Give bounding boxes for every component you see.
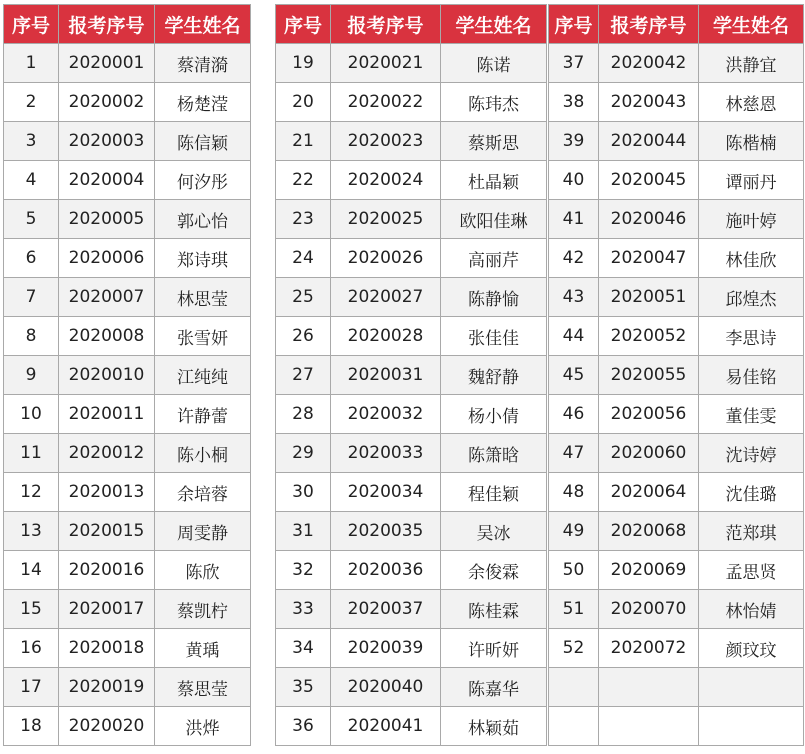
exam-no-cell: 2020015	[59, 512, 155, 551]
column-gap	[251, 473, 276, 512]
name-cell: 蔡清漪	[155, 44, 251, 83]
exam-no-cell: 2020031	[331, 356, 441, 395]
header-exam-no: 报考序号	[599, 5, 699, 44]
exam-no-cell: 2020007	[59, 278, 155, 317]
name-cell: 林佳欣	[699, 239, 804, 278]
name-cell: 杨楚滢	[155, 83, 251, 122]
seq-cell: 39	[549, 122, 599, 161]
exam-no-cell: 2020036	[331, 551, 441, 590]
seq-cell: 34	[276, 629, 331, 668]
seq-cell: 14	[4, 551, 59, 590]
exam-no-cell: 2020023	[331, 122, 441, 161]
seq-cell: 12	[4, 473, 59, 512]
name-cell: 蔡思莹	[155, 668, 251, 707]
header-seq: 序号	[549, 5, 599, 44]
header-exam-no: 报考序号	[59, 5, 155, 44]
exam-no-cell: 2020008	[59, 317, 155, 356]
exam-no-cell: 2020013	[59, 473, 155, 512]
column-gap	[251, 200, 276, 239]
exam-no-cell: 2020017	[59, 590, 155, 629]
seq-cell: 49	[549, 512, 599, 551]
table-row	[4, 551, 804, 590]
name-cell: 孟思贤	[699, 551, 804, 590]
column-gap	[251, 356, 276, 395]
seq-cell: 19	[276, 44, 331, 83]
student-roster-table	[3, 4, 804, 746]
table-row	[4, 356, 804, 395]
name-cell: 陈欣	[155, 551, 251, 590]
seq-cell: 18	[4, 707, 59, 746]
seq-cell: 37	[549, 44, 599, 83]
name-cell: 吴冰	[441, 512, 547, 551]
column-gap	[251, 707, 276, 746]
seq-cell: 45	[549, 356, 599, 395]
name-cell	[699, 707, 804, 746]
name-cell: 欧阳佳琳	[441, 200, 547, 239]
name-cell: 杜晶颖	[441, 161, 547, 200]
seq-cell: 28	[276, 395, 331, 434]
name-cell: 郑诗琪	[155, 239, 251, 278]
name-cell: 沈佳璐	[699, 473, 804, 512]
name-cell	[699, 668, 804, 707]
exam-no-cell: 2020012	[59, 434, 155, 473]
exam-no-cell: 2020020	[59, 707, 155, 746]
exam-no-cell: 2020042	[599, 44, 699, 83]
name-cell: 高丽芹	[441, 239, 547, 278]
seq-cell: 29	[276, 434, 331, 473]
seq-cell: 42	[549, 239, 599, 278]
name-cell: 林颖茹	[441, 707, 547, 746]
name-cell: 蔡斯思	[441, 122, 547, 161]
table-row	[4, 200, 804, 239]
exam-no-cell: 2020041	[331, 707, 441, 746]
column-gap	[251, 629, 276, 668]
name-cell: 程佳颖	[441, 473, 547, 512]
table-row	[4, 434, 804, 473]
column-gap	[251, 551, 276, 590]
exam-no-cell: 2020055	[599, 356, 699, 395]
exam-no-cell: 2020035	[331, 512, 441, 551]
name-cell: 范郑琪	[699, 512, 804, 551]
table-row	[4, 395, 804, 434]
column-gap	[251, 83, 276, 122]
exam-no-cell: 2020018	[59, 629, 155, 668]
name-cell: 魏舒静	[441, 356, 547, 395]
exam-no-cell: 2020025	[331, 200, 441, 239]
table-row	[4, 161, 804, 200]
column-gap	[251, 278, 276, 317]
name-cell: 颜玟玟	[699, 629, 804, 668]
name-cell: 陈楷楠	[699, 122, 804, 161]
table-row	[4, 83, 804, 122]
seq-cell: 36	[276, 707, 331, 746]
seq-cell: 43	[549, 278, 599, 317]
name-cell: 洪静宜	[699, 44, 804, 83]
exam-no-cell: 2020044	[599, 122, 699, 161]
name-cell: 林慈恩	[699, 83, 804, 122]
exam-no-cell: 2020034	[331, 473, 441, 512]
exam-no-cell: 2020022	[331, 83, 441, 122]
column-gap	[251, 122, 276, 161]
column-gap	[251, 317, 276, 356]
seq-cell: 3	[4, 122, 59, 161]
seq-cell: 44	[549, 317, 599, 356]
table-row	[4, 278, 804, 317]
exam-no-cell: 2020047	[599, 239, 699, 278]
seq-cell: 51	[549, 590, 599, 629]
name-cell: 谭丽丹	[699, 161, 804, 200]
seq-cell: 33	[276, 590, 331, 629]
seq-cell: 6	[4, 239, 59, 278]
seq-cell: 15	[4, 590, 59, 629]
name-cell: 许昕妍	[441, 629, 547, 668]
name-cell: 蔡凯柠	[155, 590, 251, 629]
header-student-name: 学生姓名	[699, 5, 804, 44]
name-cell: 陈嘉华	[441, 668, 547, 707]
table-row	[4, 122, 804, 161]
exam-no-cell: 2020006	[59, 239, 155, 278]
exam-no-cell: 2020016	[59, 551, 155, 590]
seq-cell: 31	[276, 512, 331, 551]
header-exam-no: 报考序号	[331, 5, 441, 44]
exam-no-cell: 2020045	[599, 161, 699, 200]
table-row	[4, 239, 804, 278]
table-row	[4, 473, 804, 512]
seq-cell: 35	[276, 668, 331, 707]
name-cell: 张佳佳	[441, 317, 547, 356]
exam-no-cell: 2020001	[59, 44, 155, 83]
seq-cell: 7	[4, 278, 59, 317]
name-cell: 余俊霖	[441, 551, 547, 590]
name-cell: 施叶婷	[699, 200, 804, 239]
seq-cell: 8	[4, 317, 59, 356]
exam-no-cell: 2020004	[59, 161, 155, 200]
table-row	[4, 707, 804, 746]
name-cell: 杨小倩	[441, 395, 547, 434]
name-cell: 郭心怡	[155, 200, 251, 239]
seq-cell: 26	[276, 317, 331, 356]
name-cell: 余培蓉	[155, 473, 251, 512]
exam-no-cell: 2020021	[331, 44, 441, 83]
seq-cell: 41	[549, 200, 599, 239]
exam-no-cell: 2020068	[599, 512, 699, 551]
column-gap	[251, 44, 276, 83]
exam-no-cell: 2020003	[59, 122, 155, 161]
table-row	[4, 629, 804, 668]
seq-cell	[549, 668, 599, 707]
seq-cell: 27	[276, 356, 331, 395]
exam-no-cell: 2020069	[599, 551, 699, 590]
exam-no-cell: 2020002	[59, 83, 155, 122]
seq-cell: 24	[276, 239, 331, 278]
name-cell: 林思莹	[155, 278, 251, 317]
seq-cell: 20	[276, 83, 331, 122]
seq-cell: 4	[4, 161, 59, 200]
exam-no-cell: 2020019	[59, 668, 155, 707]
column-gap	[251, 395, 276, 434]
column-gap	[251, 239, 276, 278]
column-gap	[251, 5, 276, 44]
seq-cell: 48	[549, 473, 599, 512]
exam-no-cell: 2020039	[331, 629, 441, 668]
exam-no-cell: 2020072	[599, 629, 699, 668]
name-cell: 黄瑀	[155, 629, 251, 668]
column-gap	[251, 161, 276, 200]
header-student-name: 学生姓名	[155, 5, 251, 44]
seq-cell: 23	[276, 200, 331, 239]
table-row	[4, 44, 804, 83]
exam-no-cell: 2020024	[331, 161, 441, 200]
name-cell: 周雯静	[155, 512, 251, 551]
name-cell: 张雪妍	[155, 317, 251, 356]
name-cell: 邱煌杰	[699, 278, 804, 317]
name-cell: 陈小桐	[155, 434, 251, 473]
name-cell: 陈静愉	[441, 278, 547, 317]
exam-no-cell: 2020026	[331, 239, 441, 278]
exam-no-cell: 2020027	[331, 278, 441, 317]
name-cell: 李思诗	[699, 317, 804, 356]
seq-cell: 2	[4, 83, 59, 122]
name-cell: 陈信颖	[155, 122, 251, 161]
name-cell: 何汐彤	[155, 161, 251, 200]
name-cell: 陈玮杰	[441, 83, 547, 122]
name-cell: 陈桂霖	[441, 590, 547, 629]
exam-no-cell: 2020040	[331, 668, 441, 707]
seq-cell	[549, 707, 599, 746]
exam-no-cell: 2020046	[599, 200, 699, 239]
seq-cell: 1	[4, 44, 59, 83]
exam-no-cell	[599, 707, 699, 746]
seq-cell: 21	[276, 122, 331, 161]
exam-no-cell	[599, 668, 699, 707]
exam-no-cell: 2020032	[331, 395, 441, 434]
column-gap	[251, 590, 276, 629]
exam-no-cell: 2020028	[331, 317, 441, 356]
name-cell: 董佳雯	[699, 395, 804, 434]
header-seq: 序号	[276, 5, 331, 44]
seq-cell: 5	[4, 200, 59, 239]
exam-no-cell: 2020010	[59, 356, 155, 395]
name-cell: 陈诺	[441, 44, 547, 83]
seq-cell: 30	[276, 473, 331, 512]
exam-no-cell: 2020037	[331, 590, 441, 629]
table-row	[4, 668, 804, 707]
seq-cell: 40	[549, 161, 599, 200]
seq-cell: 25	[276, 278, 331, 317]
name-cell: 林怡婧	[699, 590, 804, 629]
name-cell: 陈箫晗	[441, 434, 547, 473]
exam-no-cell: 2020011	[59, 395, 155, 434]
exam-no-cell: 2020056	[599, 395, 699, 434]
seq-cell: 38	[549, 83, 599, 122]
exam-no-cell: 2020043	[599, 83, 699, 122]
header-student-name: 学生姓名	[441, 5, 547, 44]
exam-no-cell: 2020060	[599, 434, 699, 473]
exam-no-cell: 2020070	[599, 590, 699, 629]
column-gap	[251, 512, 276, 551]
exam-no-cell: 2020064	[599, 473, 699, 512]
name-cell: 江纯纯	[155, 356, 251, 395]
seq-cell: 32	[276, 551, 331, 590]
seq-cell: 11	[4, 434, 59, 473]
exam-no-cell: 2020005	[59, 200, 155, 239]
column-gap	[251, 434, 276, 473]
seq-cell: 10	[4, 395, 59, 434]
name-cell: 洪烨	[155, 707, 251, 746]
seq-cell: 17	[4, 668, 59, 707]
exam-no-cell: 2020033	[331, 434, 441, 473]
seq-cell: 13	[4, 512, 59, 551]
name-cell: 沈诗婷	[699, 434, 804, 473]
table-row	[4, 512, 804, 551]
header-row	[4, 5, 804, 44]
seq-cell: 52	[549, 629, 599, 668]
seq-cell: 46	[549, 395, 599, 434]
name-cell: 许静蕾	[155, 395, 251, 434]
seq-cell: 50	[549, 551, 599, 590]
seq-cell: 22	[276, 161, 331, 200]
seq-cell: 47	[549, 434, 599, 473]
header-seq: 序号	[4, 5, 59, 44]
exam-no-cell: 2020052	[599, 317, 699, 356]
column-gap	[251, 668, 276, 707]
table-row	[4, 317, 804, 356]
table-row	[4, 590, 804, 629]
roster-body	[4, 44, 804, 746]
seq-cell: 16	[4, 629, 59, 668]
seq-cell: 9	[4, 356, 59, 395]
exam-no-cell: 2020051	[599, 278, 699, 317]
name-cell: 易佳铭	[699, 356, 804, 395]
